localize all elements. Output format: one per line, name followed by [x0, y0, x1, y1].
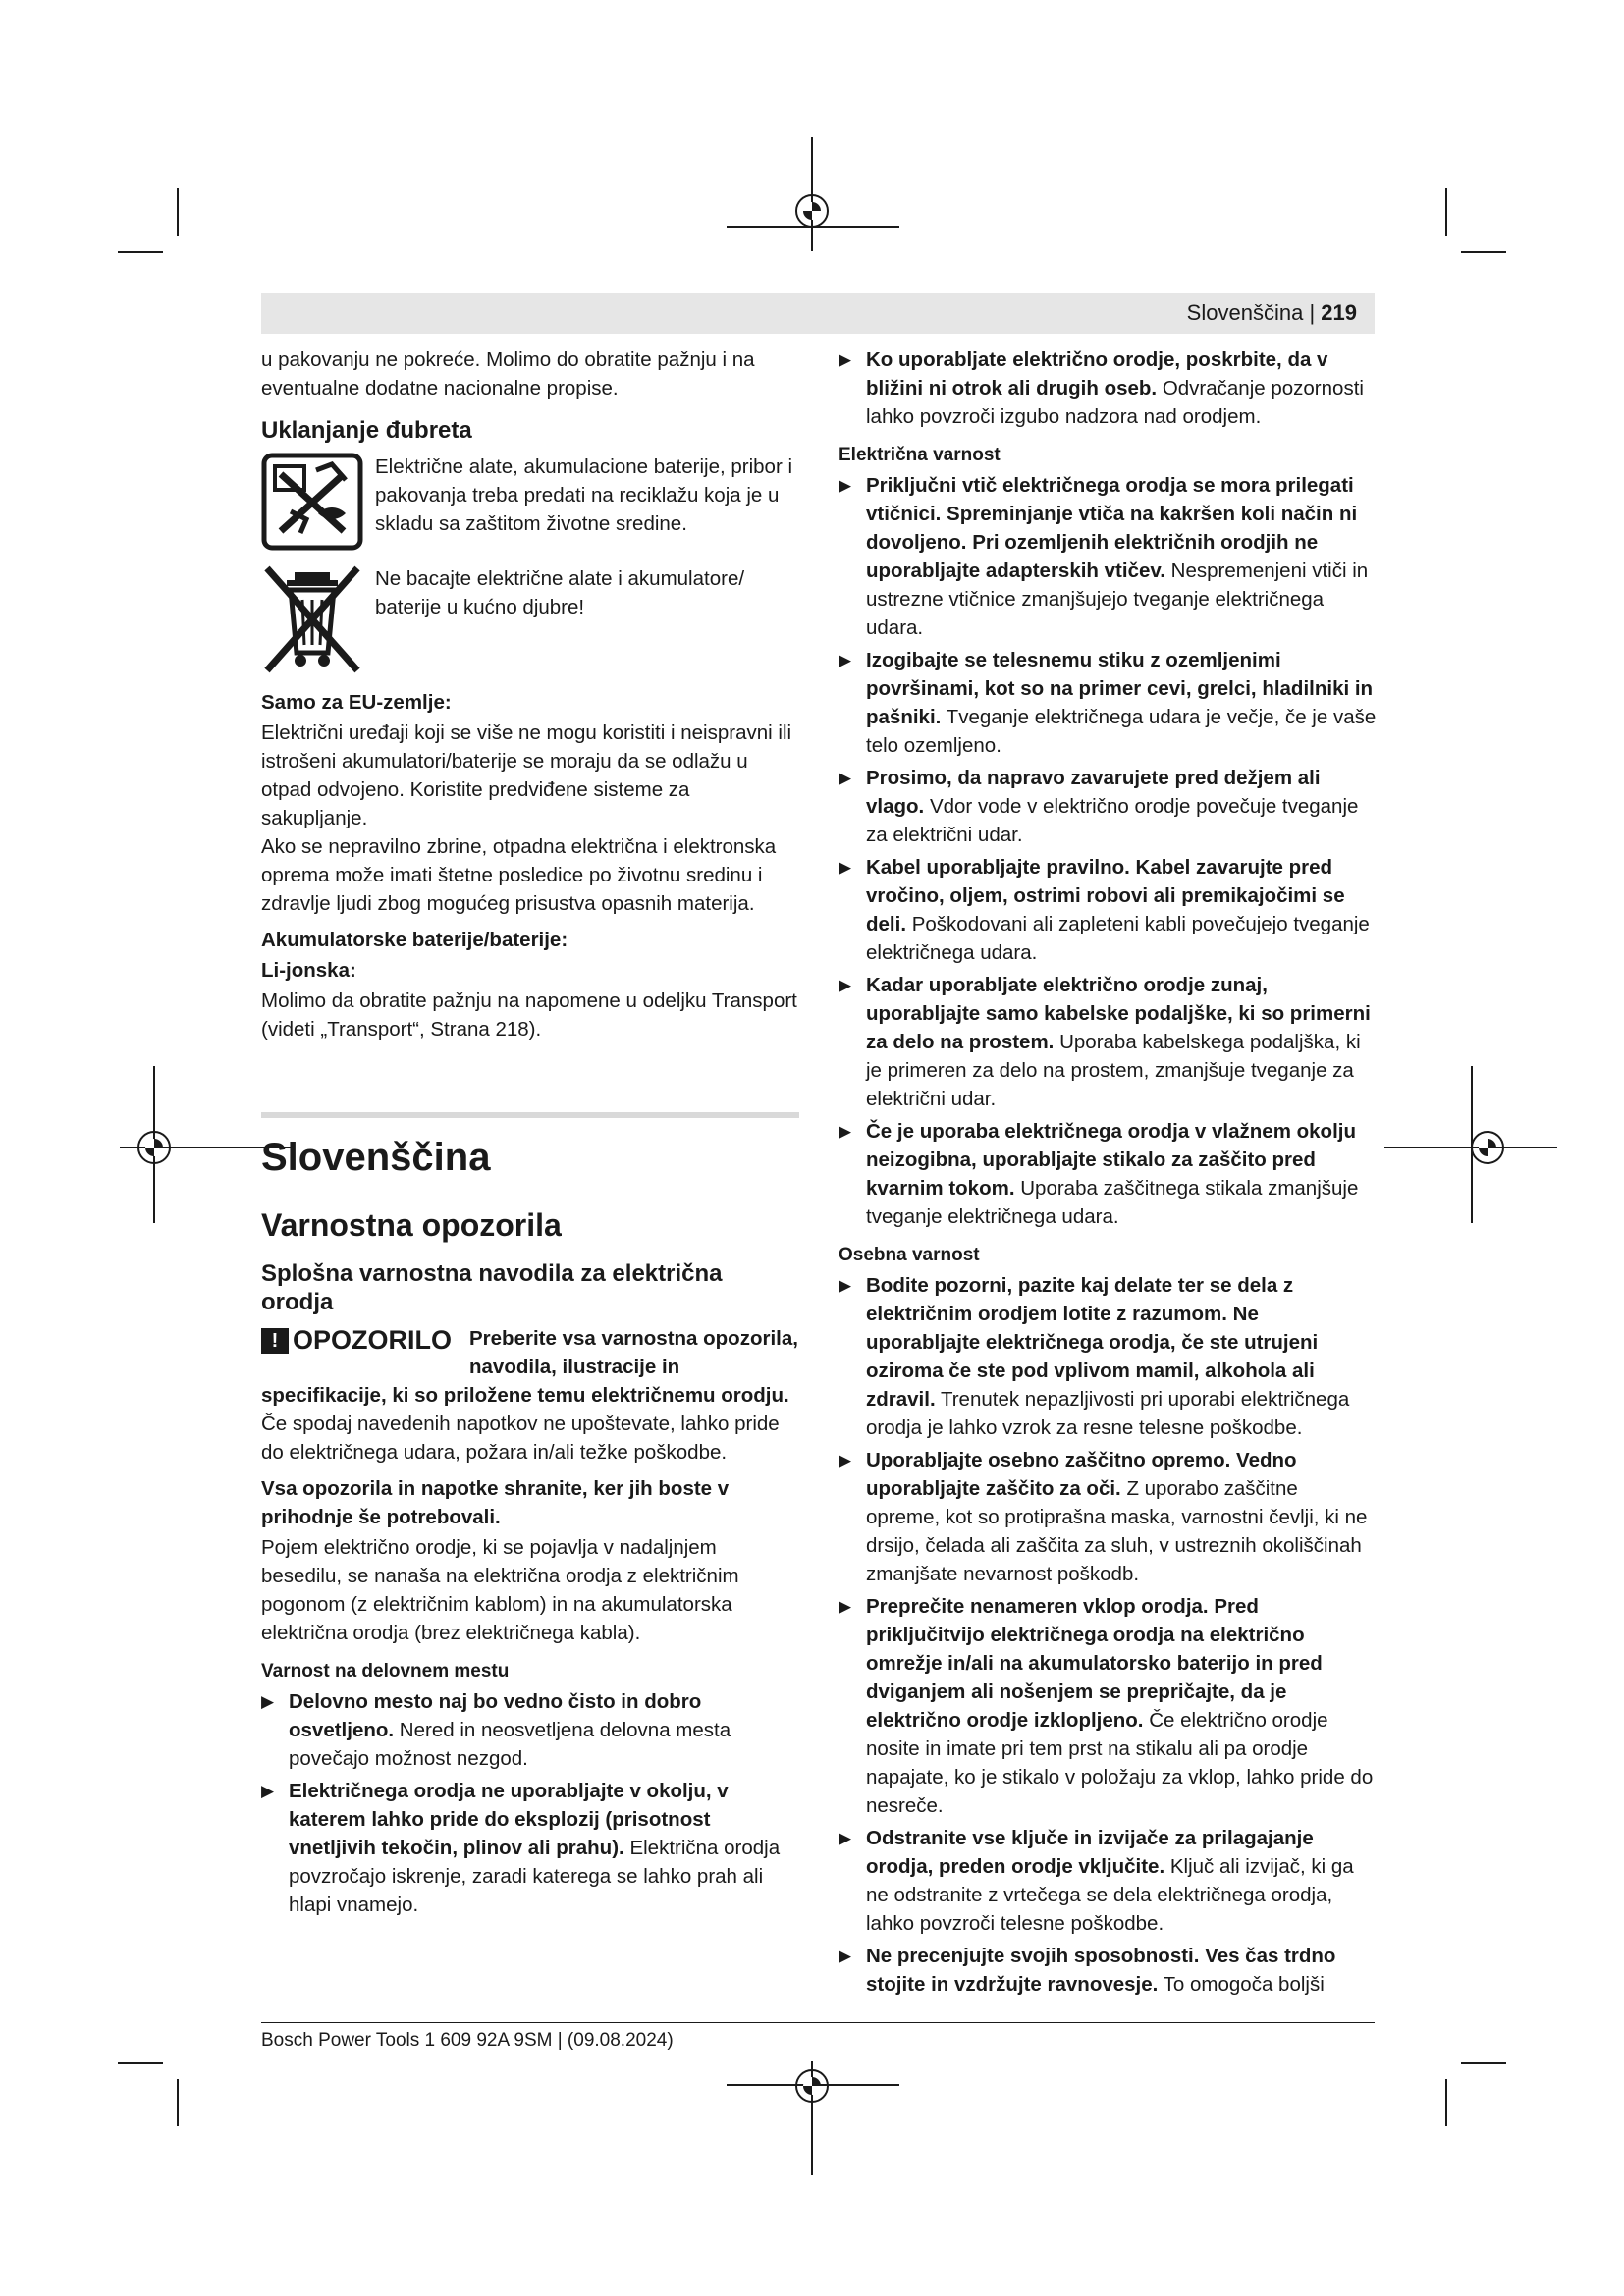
bullet-bold: Uporabljajte osebno zaščitno opremo. Vedno uporabljajte zaščito za oči. — [866, 1449, 1297, 1500]
bullet-text: Uporaba kabelskega podaljška, ki je primeren za delo na prostem, zmanjšuje tveganje za električni udar. — [866, 1031, 1361, 1110]
recycling-notice — [261, 453, 799, 551]
disposal-heading: Uklanjanje đubreta — [261, 417, 472, 444]
bullet-text: To omogoča boljši — [1163, 1973, 1325, 1996]
list-item — [839, 646, 1377, 760]
electrical-safety-heading: Električna varnost — [839, 445, 1001, 465]
warning-badge — [261, 1324, 452, 1355]
bullet-bold: Preprečite nenameren vklop orodja. Pred priključitvijo električnega orodja na električno omrežje in/ali na akumulatorsko baterijo in pred dviganjem ali nošenjem se prepričajte, da je električno orodje izklopljeno. — [866, 1595, 1323, 1732]
bullet-bold: Izogibajte se telesnemu stiku z ozemljenimi površinami, kot so na primer cevi, grelci, hladilniki in pašniki. — [866, 649, 1374, 728]
list-item — [839, 1824, 1377, 1938]
footer-rule — [261, 2022, 1375, 2023]
bullet-text: Nered in neosvetljena delovna mesta povečajo možnost nezgod. — [289, 1719, 731, 1770]
warning-icon: ! — [261, 1328, 289, 1354]
page-footer: Bosch Power Tools 1 609 92A 9SM | (09.08.2024) — [261, 2030, 674, 2051]
warning-box — [261, 1324, 799, 1381]
right-column — [839, 346, 1377, 2002]
bullet-text: Poškodovani ali zapleteni kabli povečujejo tveganje električnega udara. — [866, 913, 1370, 964]
keep-instructions-heading: Vsa opozorila in napotke shranite, ker jih boste v prihodnje še potrebovali. — [261, 1477, 730, 1528]
list-item — [839, 1592, 1377, 1820]
page-number: 219 — [1321, 300, 1357, 325]
bullet-bold: Bodite pozorni, pazite kaj delate ter se dela z električnim orodjem lotite z razumom. Ne uporabljajte električnega orodja, če ste utrujeni oziroma če ste pod vplivom mamil, alkohola ali zdravil. — [866, 1274, 1319, 1411]
bullet-text: Trenutek nepazljivosti pri uporabi električnega orodja je lahko vzrok za resne telesne poškodbe. — [866, 1388, 1350, 1439]
bullet-bold: Električnega orodja ne uporabljajte v okolju, v katerem lahko pride do eksplozij (prisotnost vnetljivih tekočin, plinov ali prahu). — [289, 1780, 729, 1859]
list-item — [839, 346, 1377, 431]
personal-safety-heading: Osebna varnost — [839, 1245, 980, 1265]
bullet-text: Električna orodja povzročajo iskrenje, zaradi katerega se lahko prah ali hlapi vnamejo. — [289, 1837, 781, 1916]
crossed-bin-icon — [261, 564, 363, 674]
eu-text-1: Električni uređaji koji se više ne mogu koristiti i neispravni ili istrošeni akumulatori/baterije se moraju da se odlažu u otpad odvojeno. Koristite predviđene sisteme za sakupljanje. — [261, 721, 792, 829]
bullet-bold: Ne precenjujte svojih sposobnosti. Ves čas trdno stojite in vzdržujte ravnovesje. — [866, 1945, 1336, 1996]
bullet-bold: Priključni vtič električnega orodja se mora prilegati vtičnici. Spreminjanje vtiča na kakršen koli način ni dovoljeno. Pri ozemljenih električnih orodjih ne uporabljajte adapterskih vtičev. — [866, 474, 1358, 582]
registration-mark-bottom — [795, 2069, 829, 2103]
bullet-text: Če električno orodje nosite in imate pri tem prst na stikalu ali pa orodje napajate, ko je stikalo v položaju za vklop, lahko pride do nesreče. — [866, 1709, 1374, 1817]
intro-paragraph: u pakovanju ne pokreće. Molimo do obratite pažnju i na eventualne dodatne nacionalne propise. — [261, 348, 755, 400]
warning-bold-text: Preberite vsa varnostna opozorila, navodila, ilustracije in — [469, 1327, 798, 1378]
section-title: Varnostna opozorila — [261, 1207, 562, 1243]
bullet-bold: Kadar uporabljate električno orodje zunaj, uporabljajte samo kabelske podaljške, ki so primerni za delo na prostem. — [866, 974, 1371, 1053]
waste-bin-notice — [261, 564, 799, 674]
list-item — [261, 1687, 799, 1773]
warning-bold-continued: specifikacije, ki so priložene temu električnemu orodju. — [261, 1384, 789, 1407]
registration-mark-left — [137, 1131, 171, 1164]
bullet-text: Ključ ali izvijač, ki ga ne odstranite z vrtečega se dela električnega orodja, lahko povzroči telesne poškodbe. — [866, 1855, 1354, 1935]
page-header — [261, 293, 1375, 334]
bullet-text: Odvračanje pozornosti lahko povzroči izgubo nadzora nad orodjem. — [866, 377, 1364, 428]
bullet-bold: Kabel uporabljajte pravilno. Kabel zavarujte pred vročino, oljem, ostrimi robovi ali premikajočimi se deli. — [866, 856, 1345, 935]
disposal-text-bin: Ne bacajte električne alate i akumulatore/ baterije u kućno djubre! — [375, 567, 745, 618]
list-item — [839, 853, 1377, 967]
workplace-heading: Varnost na delovnem mestu — [261, 1661, 510, 1682]
registration-mark-top — [795, 194, 829, 228]
battery-heading: Akumulatorske baterije/baterije: — [261, 929, 568, 951]
bullet-text: Vdor vode v električno orodje povečuje tveganje za električni udar. — [866, 795, 1359, 846]
registration-mark-right — [1471, 1131, 1504, 1164]
bullet-text: Uporaba zaščitnega stikala zmanjšuje tveganje električnega udara. — [866, 1177, 1359, 1228]
recycling-icon — [261, 453, 363, 551]
term-definition: Pojem električno orodje, ki se pojavlja v nadaljnjem besedilu, se nanaša na električna orodja z električnim pogonom (z električnim kablom) in na akumulatorska električna orodja (brez električnega kabla). — [261, 1536, 739, 1644]
bullet-text: Z uporabo zaščitne opreme, kot so protiprašna maska, varnostni čevlji, ki ne drsijo, čelada ali zaščita za sluh, v ustreznih okoliščinah zmanjšate nevarnost poškodb. — [866, 1477, 1368, 1585]
header-language: Slovenščina — [1186, 300, 1304, 325]
liion-heading: Li-jonska: — [261, 959, 356, 982]
disposal-text-recycling: Električne alate, akumulacione baterije, pribor i pakovanja treba predati na reciklažu koja je u skladu sa zaštitom životne sredine. — [375, 455, 793, 535]
list-item — [839, 1446, 1377, 1588]
bullet-bold: Prosimo, da napravo zavarujete pred dežjem ali vlago. — [866, 767, 1321, 818]
section-divider — [261, 1112, 799, 1118]
header-text — [1187, 300, 1357, 326]
left-column — [261, 346, 799, 1923]
list-item — [839, 971, 1377, 1113]
liion-text: Molimo da obratite pažnju na napomene u odeljku Transport (videti „Transport“, Strana 218). — [261, 989, 797, 1041]
bullet-text: Nespremenjeni vtiči in ustrezne vtičnice zmanjšujejo tveganje električnega udara. — [866, 560, 1369, 639]
eu-heading: Samo za EU-zemlje: — [261, 691, 452, 714]
list-item — [839, 1117, 1377, 1231]
list-item — [839, 471, 1377, 642]
warning-text: Če spodaj navedenih napotkov ne upoštevate, lahko pride do električnega udara, požara in/ali težke poškodbe. — [261, 1413, 780, 1464]
eu-text-2: Ako se nepravilno zbrine, otpadna električna i elektronska oprema može imati štetne posledice po životnu sredinu i zdravlje ljudi zbog mogućeg prisustva opasnih materija. — [261, 835, 777, 915]
bullet-bold: Če je uporaba električnega orodja v vlažnem okolju neizogibna, uporabljajte stikalo za zaščito pred kvarnim tokom. — [866, 1120, 1356, 1200]
bullet-bold: Delovno mesto naj bo vedno čisto in dobro osvetljeno. — [289, 1690, 702, 1741]
list-item — [261, 1777, 799, 1919]
list-item — [839, 764, 1377, 849]
list-item — [839, 1942, 1377, 1999]
language-title: Slovenščina — [261, 1136, 491, 1179]
header-separator: | — [1309, 300, 1316, 325]
list-item — [839, 1271, 1377, 1442]
bullet-text: Tveganje električnega udara je večje, če je vaše telo ozemljeno. — [866, 706, 1377, 757]
bullet-bold: Ko uporabljate električno orodje, poskrbite, da v bližini ni otrok ali drugih oseb. — [866, 348, 1328, 400]
subsection-title: Splošna varnostna navodila za električna orodja — [261, 1260, 723, 1315]
warning-label: OPOZORILO — [293, 1325, 452, 1355]
bullet-bold: Odstranite vse ključe in izvijače za prilagajanje orodja, preden orodje vključite. — [866, 1827, 1314, 1878]
